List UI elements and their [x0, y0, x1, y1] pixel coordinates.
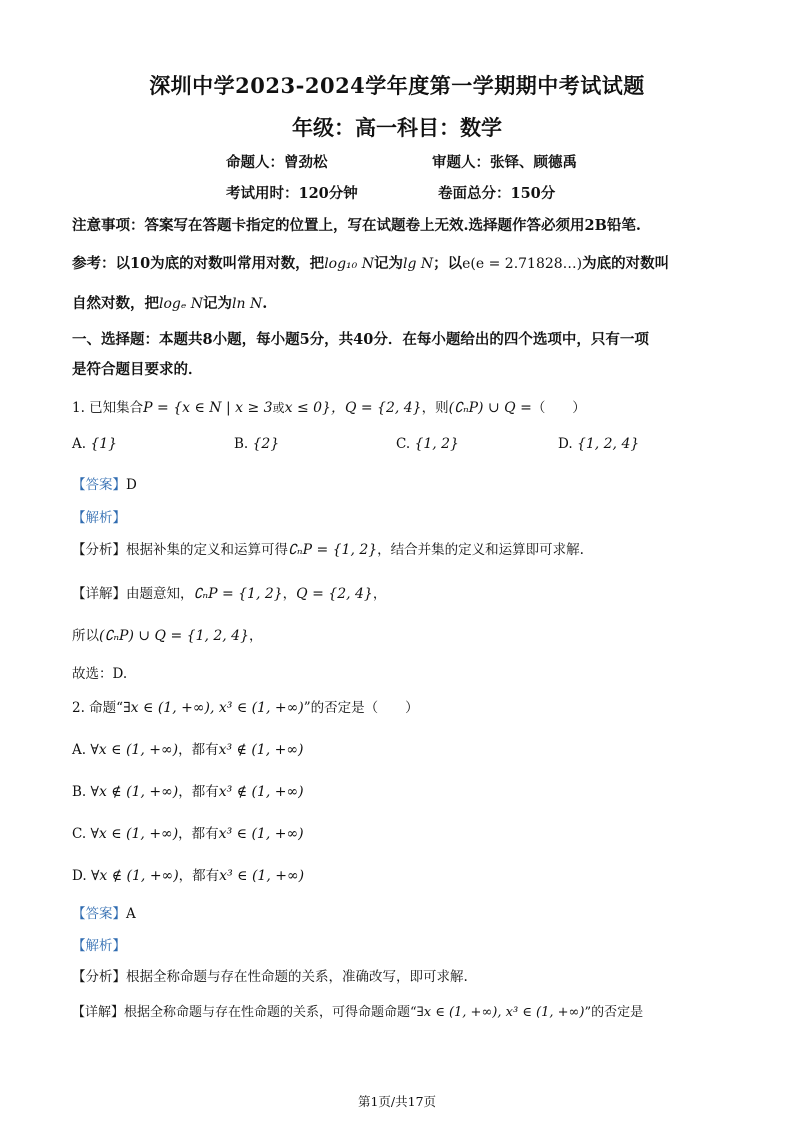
reference-text: 为底的对数叫 — [582, 255, 670, 272]
detail-tag: 【详解】 — [72, 586, 126, 602]
option-label: B. — [234, 436, 249, 452]
q1-option-d[interactable] — [558, 436, 639, 452]
reference-text: . — [262, 295, 268, 312]
q2-fenxi — [72, 965, 468, 985]
option-condition: x³ ∉ (1, +∞) — [218, 742, 304, 758]
math-set-p-end: x ≤ 0} — [284, 400, 331, 416]
reference-line-2 — [72, 292, 267, 313]
option-condition: x³ ∈ (1, +∞) — [218, 826, 304, 842]
option-text: ，都有 — [178, 868, 220, 884]
section-heading-line-1: 一、选择题：本题共8小题，每小题5分，共40分．在每小题给出的四个选项中，只有一项 — [72, 331, 649, 348]
math-set-q: ，Q = {2, 4} — [330, 400, 422, 416]
option-label: D. — [72, 868, 87, 884]
answer-tag: 【答案】 — [72, 477, 126, 493]
answer-tag: 【答案】 — [72, 906, 126, 922]
page-footer: 第1页/共17页 — [357, 1094, 437, 1109]
option-quantifier: ∀x ∉ (1, +∞) — [90, 868, 179, 884]
page-title: 深圳中学2023-2024学年度第一学期期中考试试题 — [149, 73, 645, 98]
option-label: A. — [72, 742, 87, 758]
math-ln: ln N — [232, 296, 263, 312]
answer-value: A — [126, 906, 136, 922]
math-log10: log₁₀ N — [324, 256, 374, 272]
q2-option-a[interactable] — [72, 738, 303, 758]
math-expression: (∁ₙP) ∪ Q = — [448, 400, 532, 416]
question-1-stem — [72, 396, 586, 417]
q2-detail — [72, 1001, 643, 1020]
exam-time-label: 考试用时：120分钟 — [226, 185, 358, 202]
q1-option-c[interactable] — [396, 436, 459, 452]
option-quantifier: ∀x ∈ (1, +∞) — [90, 742, 179, 758]
q1-choose: 故选：D. — [72, 666, 128, 682]
fenxi-tag: 【分析】 — [72, 969, 126, 985]
option-value: {1, 2} — [414, 436, 459, 452]
detail-text: ”的否定是 — [584, 1005, 644, 1020]
reference-line-1 — [72, 252, 669, 273]
option-label: A. — [72, 436, 87, 452]
or-text: 或 — [272, 401, 285, 415]
option-label: C. — [396, 436, 411, 452]
q2-analysis-tag: 【解析】 — [72, 938, 126, 954]
math-loge: logₑ N — [159, 296, 203, 312]
math-expression: ∃x ∈ (1, +∞), x³ ∈ (1, +∞) — [416, 1005, 585, 1020]
reference-text: 自然对数，把 — [72, 295, 159, 312]
page-subtitle: 年级：高一科目：数学 — [292, 115, 502, 140]
conclusion-text: 所以 — [72, 628, 99, 644]
q1-conclusion — [72, 624, 263, 644]
author-label: 命题人：曾劲松 — [226, 154, 328, 171]
question-number: 2. 命题“ — [72, 700, 124, 716]
detail-text: 根据全称命题与存在性命题的关系，可得命题命题“ — [124, 1005, 417, 1020]
math-set-p: P = {x ∈ N | x ≥ 3 — [143, 400, 273, 416]
q2-option-b[interactable] — [72, 780, 304, 800]
option-quantifier: ∀x ∉ (1, +∞) — [90, 784, 179, 800]
option-label: D. — [558, 436, 573, 452]
math-expression: ∁ₙP = {1, 2} — [193, 586, 283, 602]
option-value: {1} — [90, 436, 118, 452]
detail-tag: 【详解】 — [72, 1005, 125, 1020]
answer-blank: （ ） — [531, 400, 586, 416]
option-value: {1, 2, 4} — [576, 436, 640, 452]
q1-analysis-tag: 【解析】 — [72, 510, 126, 526]
option-condition: x³ ∈ (1, +∞) — [219, 868, 305, 884]
math-expression: (∁ₙP) ∪ Q = {1, 2, 4} — [99, 628, 250, 644]
fenxi-text: 根据全称命题与存在性命题的关系，准确改写，即可求解. — [126, 969, 468, 985]
q1-option-a[interactable] — [72, 436, 117, 452]
q2-option-c[interactable] — [72, 822, 304, 842]
reviewer-label: 审题人：张铎、顾德禹 — [432, 154, 577, 171]
option-label: B. — [72, 784, 87, 800]
reference-text: 记为 — [373, 255, 403, 272]
math-expression: Q = {2, 4} — [296, 586, 373, 602]
option-label: C. — [72, 826, 87, 842]
stem-text: ”的否定是（ ） — [303, 700, 419, 716]
fenxi-text: 根据补集的定义和运算可得 — [126, 542, 288, 558]
math-e-definition: e(e = 2.71828…) — [462, 256, 583, 272]
answer-value: D — [126, 477, 137, 493]
detail-text: ， — [282, 586, 297, 602]
option-condition: x³ ∉ (1, +∞) — [218, 784, 304, 800]
fenxi-tag: 【分析】 — [72, 542, 126, 558]
total-score-label: 卷面总分：150分 — [438, 185, 556, 202]
reference-text: ；以 — [433, 255, 463, 272]
fenxi-text: ，结合并集的定义和运算即可求解. — [377, 542, 584, 558]
q1-detail — [72, 582, 386, 602]
option-quantifier: ∀x ∈ (1, +∞) — [90, 826, 179, 842]
option-value: {2} — [252, 436, 280, 452]
question-number: 1. 已知集合 — [72, 400, 144, 416]
math-lg: lg N — [402, 256, 434, 272]
conclusion-text: ， — [249, 628, 263, 644]
section-heading-line-2: 是符合题目要求的． — [72, 361, 203, 378]
q1-answer — [72, 473, 137, 493]
math-expression: ∁ₙP = {1, 2} — [288, 542, 378, 558]
reference-text: 参考：以10为底的对数叫常用对数，把 — [72, 255, 325, 272]
q1-option-b[interactable] — [234, 436, 279, 452]
math-expression: ∃x ∈ (1, +∞), x³ ∈ (1, +∞) — [123, 700, 304, 716]
option-text: ，都有 — [178, 784, 219, 800]
q2-option-d[interactable] — [72, 864, 304, 884]
q2-answer — [72, 902, 136, 922]
detail-text: 由题意知， — [126, 586, 194, 602]
stem-text: ，则 — [421, 400, 449, 416]
option-text: ，都有 — [178, 742, 219, 758]
option-text: ，都有 — [178, 826, 219, 842]
notice-text: 注意事项：答案写在答题卡指定的位置上，写在试题卷上无效.选择题作答必须用2B铅笔. — [72, 217, 641, 234]
q1-fenxi — [72, 538, 584, 558]
detail-text: ， — [372, 586, 387, 602]
question-2-stem — [72, 696, 419, 716]
reference-text: 记为 — [203, 295, 232, 312]
